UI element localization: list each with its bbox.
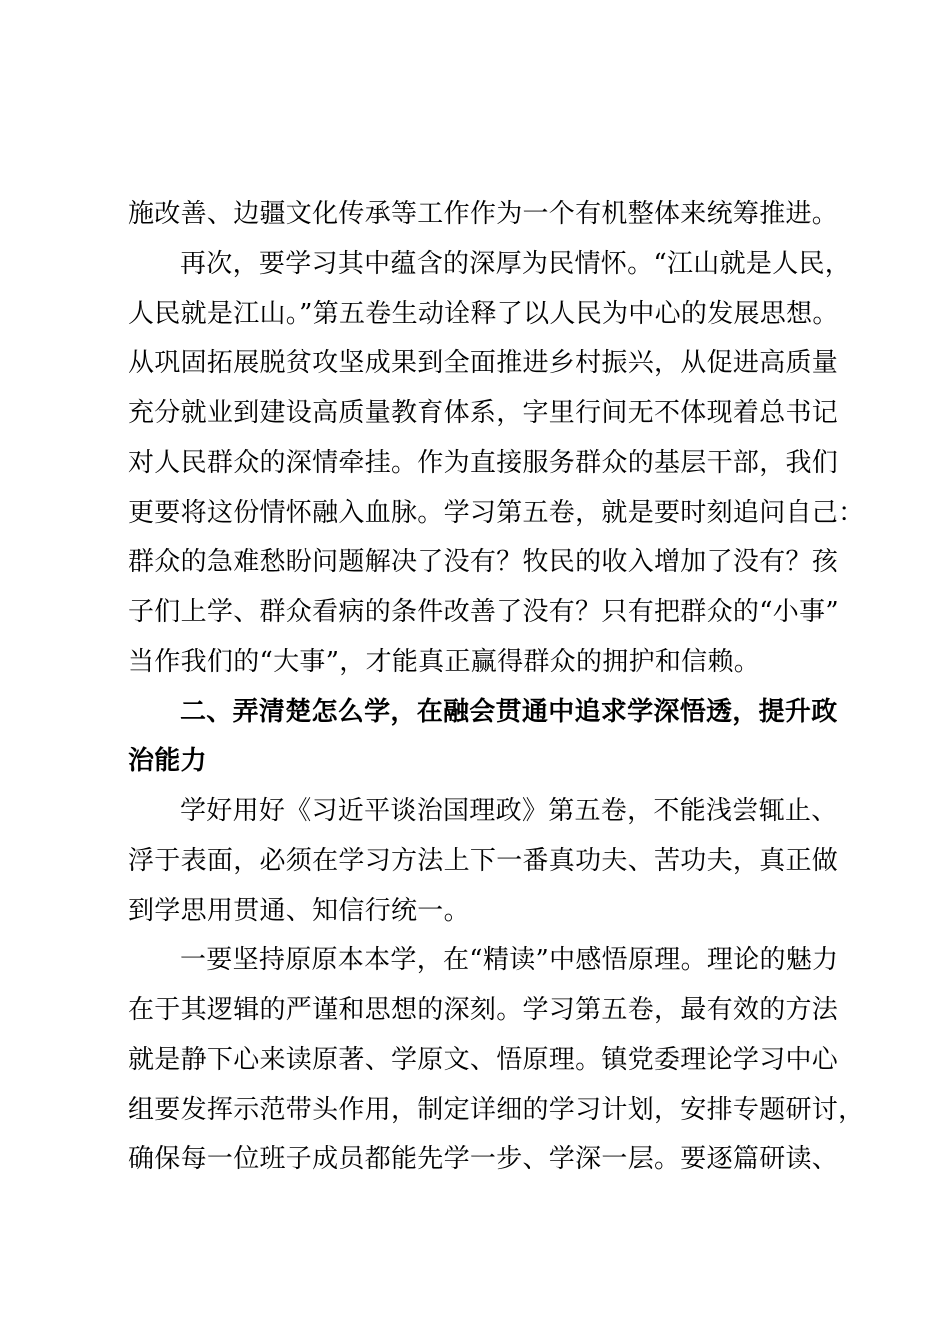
paragraph-line: 一要坚持原原本本学，在“精读”中感悟原理。理论的魅力: [180, 945, 839, 975]
section-heading-line: 二、弄清楚怎么学，在融会贯通中追求学深悟透，提升政: [180, 697, 838, 727]
section-heading-line: 治能力: [128, 746, 207, 776]
paragraph-line: 子们上学、群众看病的条件改善了没有？只有把群众的“小事”: [128, 597, 839, 627]
paragraph-line: 在于其逻辑的严谨和思想的深刻。学习第五卷，最有效的方法: [128, 995, 839, 1025]
paragraph-line: 组要发挥示范带头作用，制定详细的学习计划，安排专题研讨，: [128, 1095, 865, 1125]
paragraph-line: 确保每一位班子成员都能先学一步、学深一层。要逐篇研读、: [128, 1144, 839, 1174]
paragraph-line: 再次，要学习其中蕴含的深厚为民情怀。“江山就是人民，: [180, 249, 852, 279]
paragraph-line: 从巩固拓展脱贫攻坚成果到全面推进乡村振兴，从促进高质量: [128, 348, 839, 378]
paragraph-line: 人民就是江山。”第五卷生动诠释了以人民为中心的发展思想。: [128, 299, 839, 329]
paragraph-line: 浮于表面，必须在学习方法上下一番真功夫、苦功夫，真正做: [128, 846, 839, 876]
paragraph-line: 充分就业到建设高质量教育体系，字里行间无不体现着总书记: [128, 398, 839, 428]
paragraph-line: 更要将这份情怀融入血脉。学习第五卷，就是要时刻追问自己：: [128, 498, 865, 528]
paragraph-line: 对人民群众的深情牵挂。作为直接服务群众的基层干部，我们: [128, 448, 839, 478]
paragraph-line: 学好用好《习近平谈治国理政》第五卷，不能浅尝辄止、: [180, 796, 838, 826]
paragraph-line: 就是静下心来读原著、学原文、悟原理。镇党委理论学习中心: [128, 1045, 839, 1075]
paragraph-line: 施改善、边疆文化传承等工作作为一个有机整体来统筹推进。: [128, 199, 839, 229]
paragraph-line: 到学思用贯通、知信行统一。: [128, 896, 470, 926]
paragraph-line: 群众的急难愁盼问题解决了没有？牧民的收入增加了没有？孩: [128, 547, 839, 577]
paragraph-line: 当作我们的“大事”，才能真正赢得群众的拥护和信赖。: [128, 647, 761, 677]
